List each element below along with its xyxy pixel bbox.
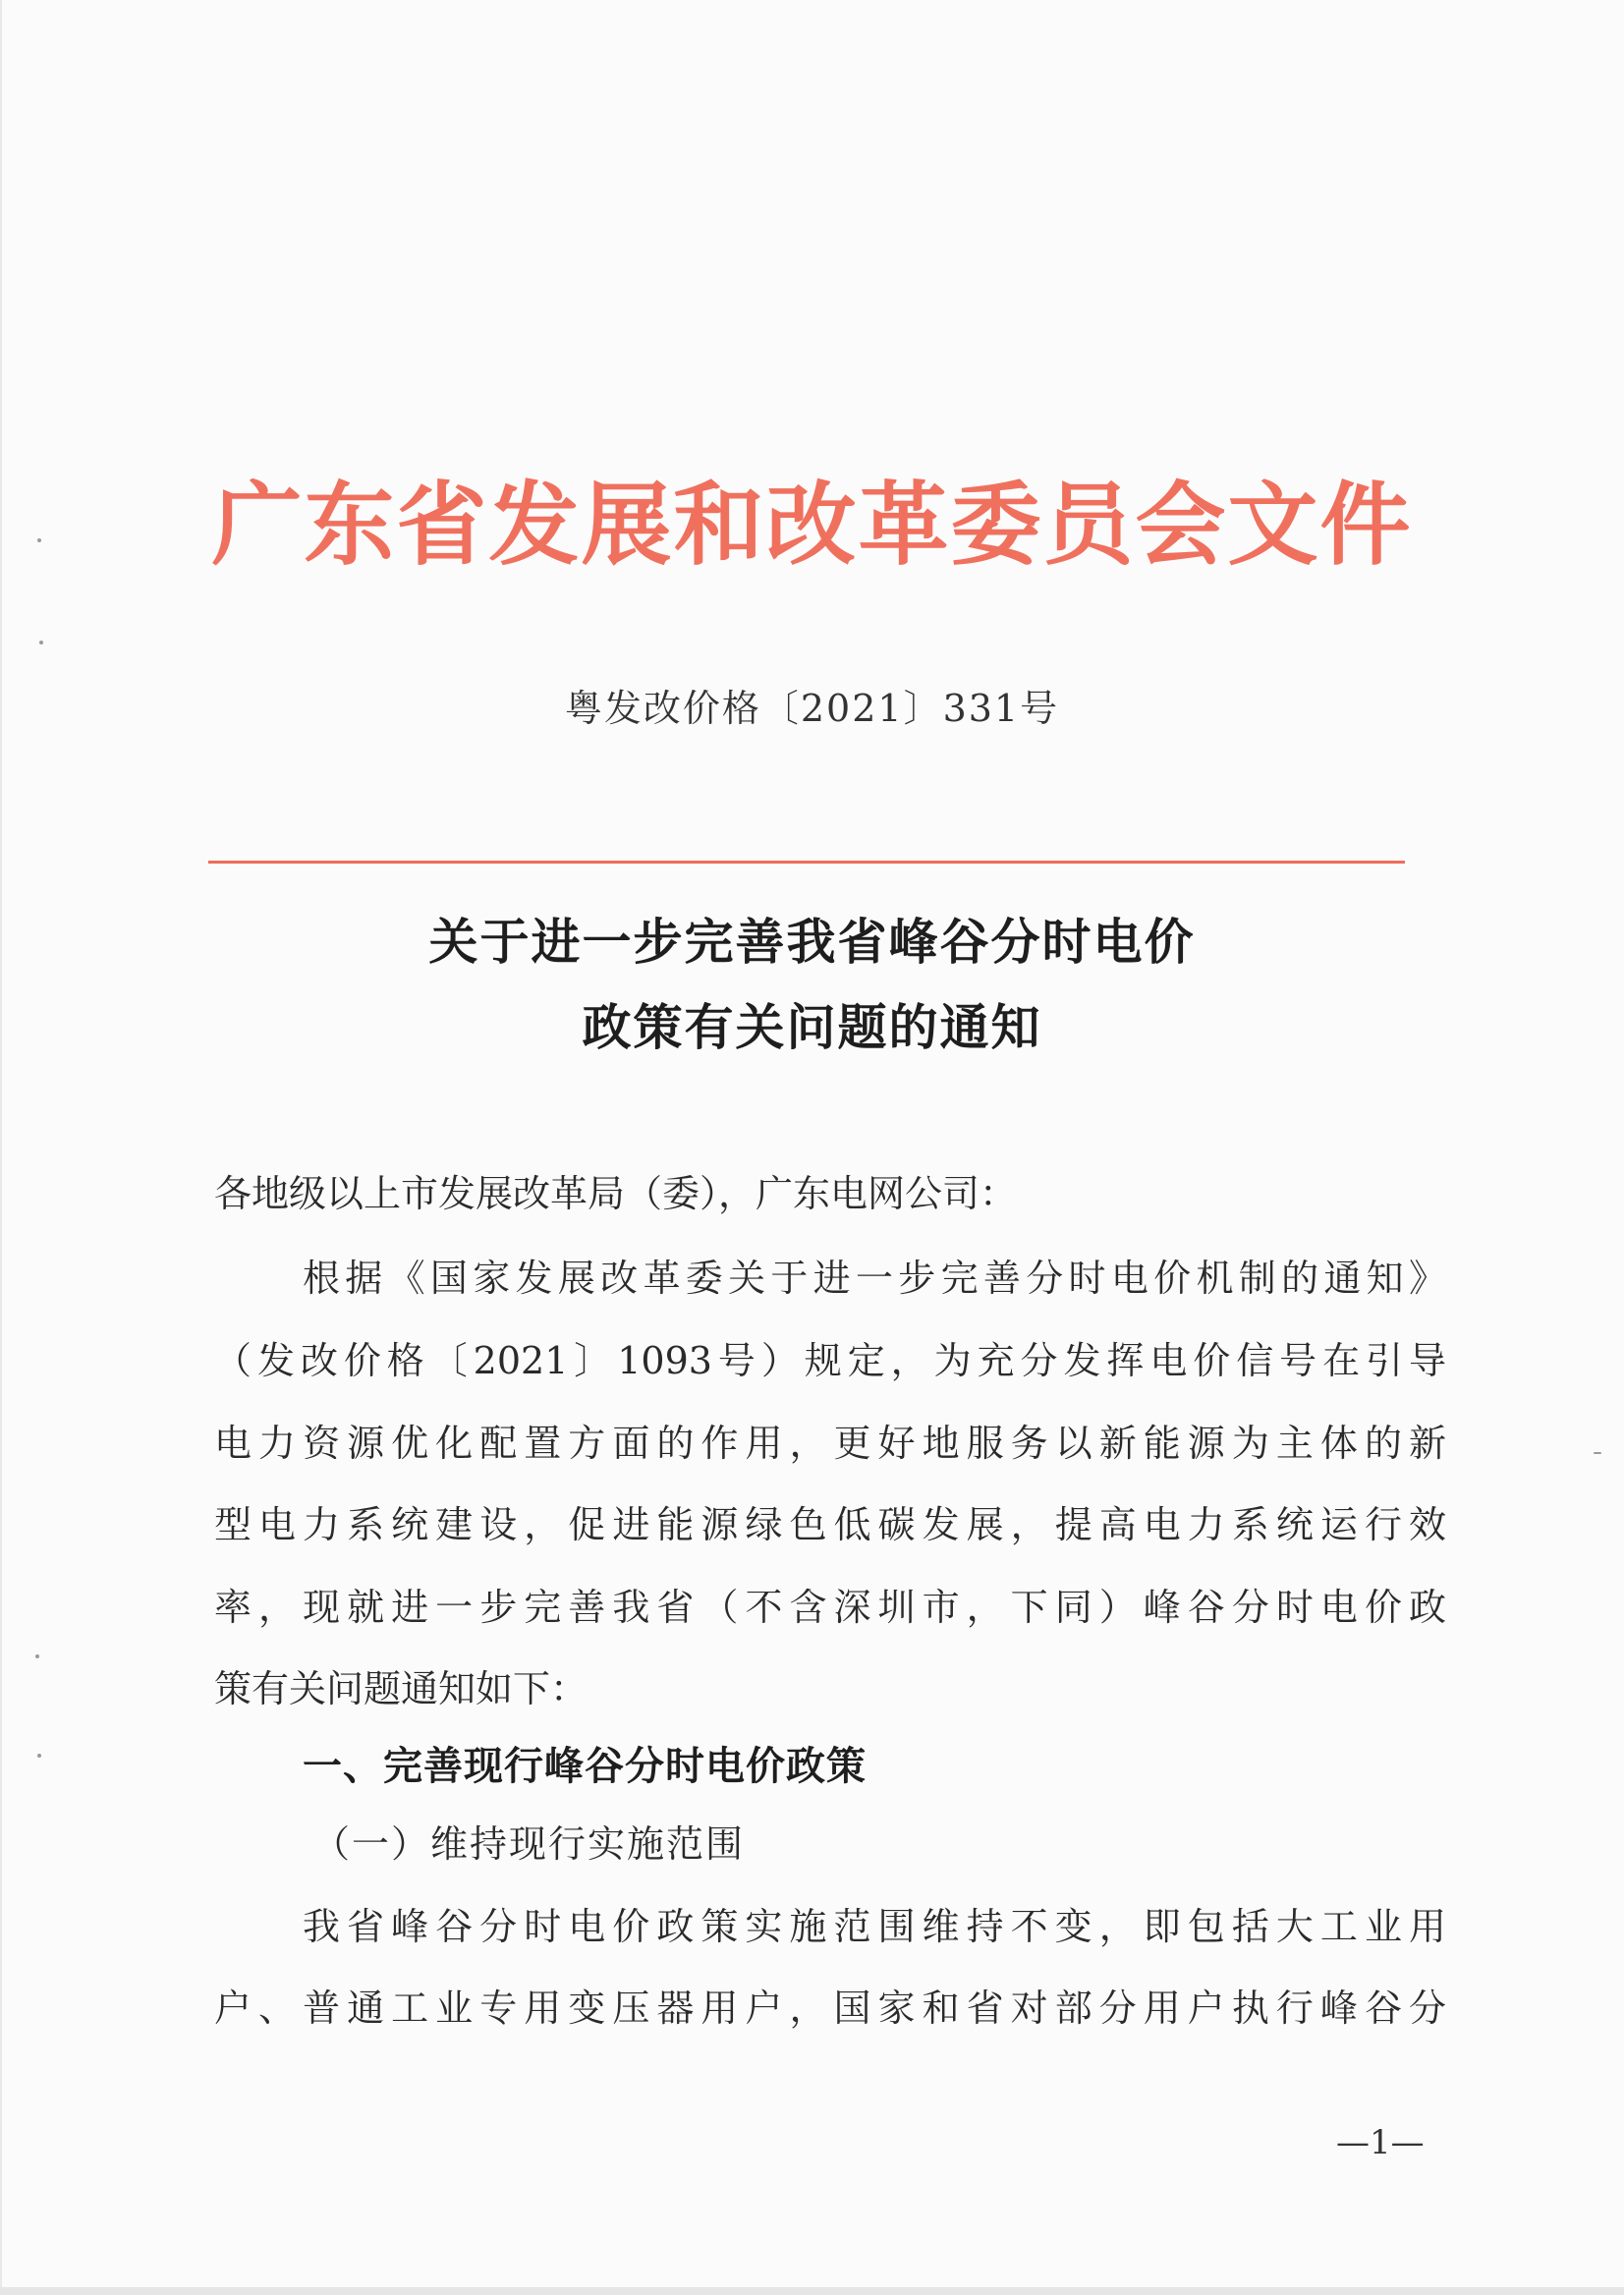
paragraph-line: 型电力系统建设，促进能源绿色低碳发展，提高电力系统运行效 xyxy=(214,1503,1446,1546)
red-divider-line xyxy=(208,861,1405,864)
paragraph-line: 率，现就进一步完善我省（不含深圳市，下同）峰谷分时电价政 xyxy=(214,1586,1446,1629)
paragraph-line: 我省峰谷分时电价政策实施范围维持不变，即包括大工业用 xyxy=(303,1905,1446,1948)
paragraph-line: 电力资源优化配置方面的作用，更好地服务以新能源为主体的新 xyxy=(214,1422,1446,1465)
scan-speck xyxy=(39,641,43,644)
document-title-line-2: 政策有关问题的通知 xyxy=(582,998,1042,1056)
paragraph-line: 户、普通工业专用变压器用户，国家和省对部分用户执行峰谷分 xyxy=(214,1987,1446,2030)
page-number: —1— xyxy=(1336,2123,1425,2162)
section-heading: 一、完善现行峰谷分时电价政策 xyxy=(303,1743,867,1789)
scan-speck xyxy=(1594,1452,1601,1454)
scan-bottom-strip xyxy=(0,2287,1624,2295)
document-number: 粤发改价格〔2021〕331号 xyxy=(564,687,1060,730)
paragraph-line: 策有关问题通知如下： xyxy=(214,1667,588,1710)
document-header-title: 广东省发展和改革委员会文件 xyxy=(211,472,1413,578)
page-edge xyxy=(0,0,2,2295)
document-title-line-1: 关于进一步完善我省峰谷分时电价 xyxy=(428,913,1196,971)
paragraph-line: （发改价格〔2021〕1093号）规定，为充分发挥电价信号在引导 xyxy=(214,1339,1446,1382)
scan-speck xyxy=(35,1654,39,1658)
scan-speck xyxy=(37,1754,41,1758)
paragraph-line: 根据《国家发展改革委关于进一步完善分时电价机制的通知》 xyxy=(303,1257,1446,1300)
addressee: 各地级以上市发展改革局（委），广东电网公司： xyxy=(214,1172,1018,1215)
subsection-heading: （一）维持现行实施范围 xyxy=(312,1822,746,1866)
